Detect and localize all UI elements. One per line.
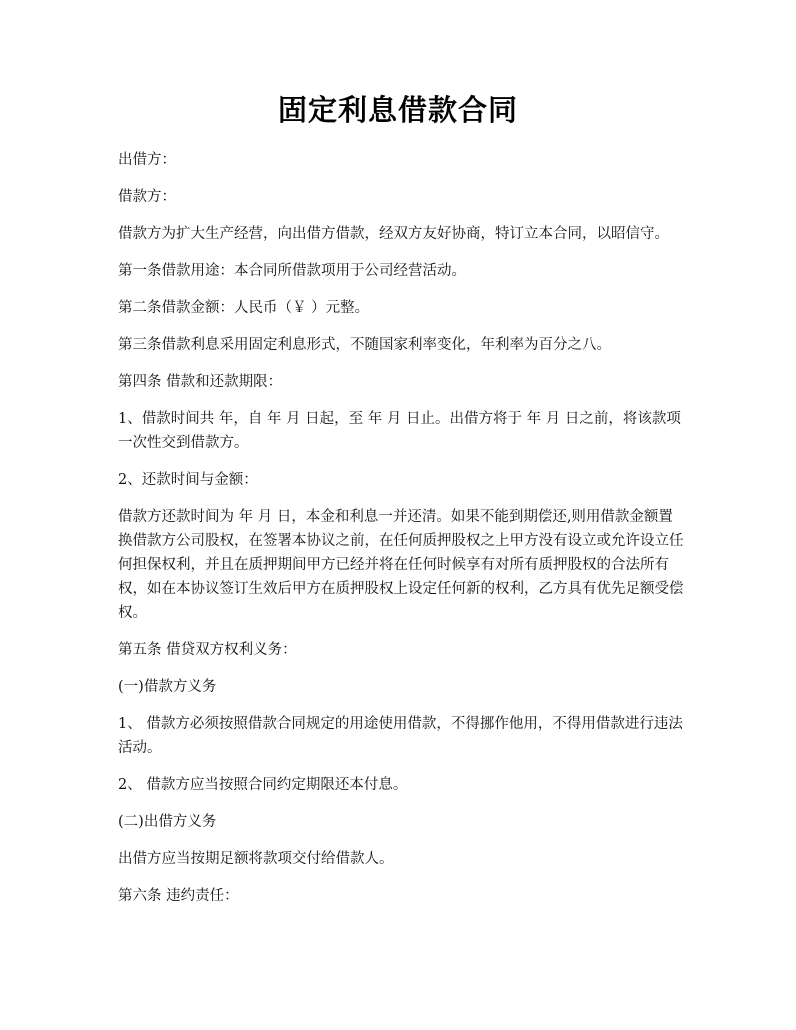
borrower-obligation-2: 2、 借款方应当按照合同约定期限还本付息。: [118, 777, 408, 793]
article-2-amount: 第二条借款金额：人民币（￥ ）元整。: [118, 300, 370, 316]
article-4-heading: 第四条 借款和还款期限：: [118, 374, 283, 390]
borrower-line: 借款方：: [118, 189, 176, 205]
lender-obligation-1: 出借方应当按期足额将款项交付给借款人。: [118, 851, 394, 867]
article-6-heading: 第六条 违约责任：: [118, 888, 239, 904]
borrower-obligations-heading: (一)借款方义务: [118, 679, 217, 695]
article-3-interest: 第三条借款利息采用固定利息形式，不随国家利率变化，年利率为百分之八。: [118, 337, 611, 353]
article-4-clause-2: 2、还款时间与金额：: [118, 472, 258, 488]
borrower-obligation-1: 1、 借款方必须按照借款合同规定的用途使用借款，不得挪作他用，不得用借款进行违法活动。: [118, 716, 683, 756]
article-1-purpose: 第一条借款用途：本合同所借款项用于公司经营活动。: [118, 263, 466, 279]
document-title: 固定利息借款合同: [277, 93, 518, 127]
lender-line: 出借方：: [118, 152, 176, 168]
article-4-clause-1: 1、借款时间共 年，自 年 月 日起，至 年 月 日止。出借方将于 年 月 日之前，将该款项一次性交到借款方。: [118, 411, 681, 451]
preamble-paragraph: 借款方为扩大生产经营，向出借方借款，经双方友好协商，特订立本合同，以昭信守。: [118, 226, 669, 242]
article-5-heading: 第五条 借贷双方权利义务：: [118, 642, 297, 658]
lender-obligations-heading: (二)出借方义务: [118, 814, 217, 830]
document-body: [118, 148, 684, 921]
repayment-paragraph: 借款方还款时间为 年 月 日，本金和利息一并还清。如果不能到期偿还,则用借款金额置换借款方公司股权，在签署本协议之前，在任何质押股权之上甲方没有设立或允许设立任何担保权利，并且在质押期间甲方已经并将在任何时候享有对所有质押股权的合法所有权，如在本协议签订生效后甲方在质押股权上设定任何新的权利，乙方具有优先足额受偿权。: [118, 509, 684, 621]
